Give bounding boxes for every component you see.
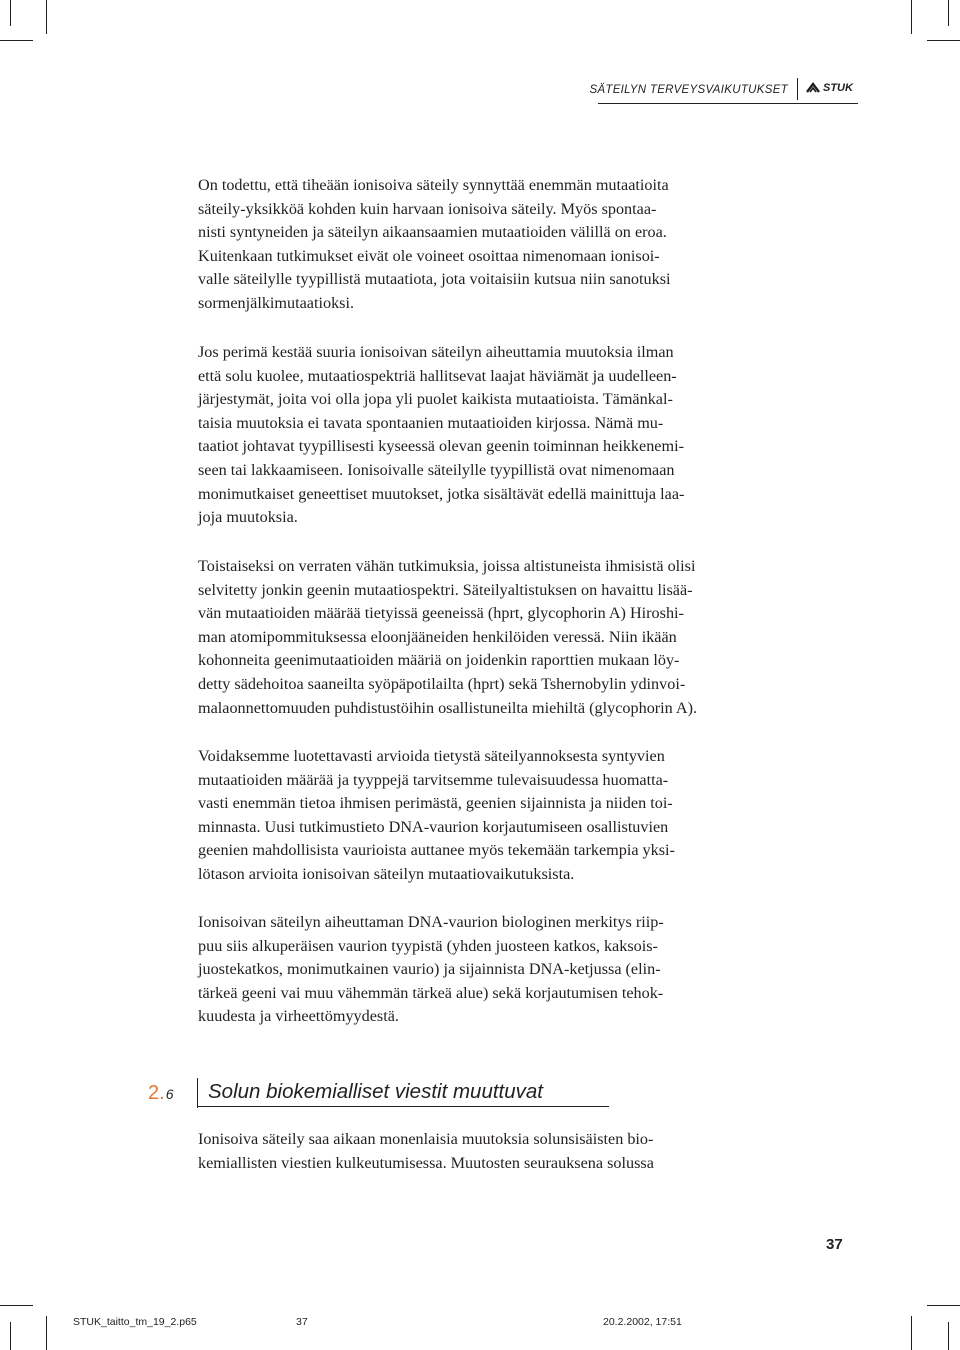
crop-mark-bottom-left [0, 1305, 33, 1306]
text-line: monimutkaiset geneettiset muutokset, jotka sisältävät edellä mainittuja laa- [198, 484, 685, 503]
section-heading-divider [197, 1078, 198, 1108]
crop-mark-top-right [948, 0, 949, 26]
text-line: kuudesta ja virheettömyydestä. [198, 1007, 399, 1026]
section-title: Solun biokemialliset viestit muuttuvat [208, 1080, 543, 1103]
body-paragraph [198, 555, 736, 720]
section-number-minor: 6 [165, 1086, 174, 1102]
crop-mark-bottom-left [46, 1316, 47, 1350]
footer-page: 37 [296, 1316, 308, 1328]
running-header-rule [598, 103, 858, 104]
crop-mark-top-left [46, 0, 47, 34]
text-line: Toistaiseksi on verraten vähän tutkimuksia, joissa altistuneista ihmisistä olisi [198, 557, 696, 575]
crop-mark-top-right [927, 40, 960, 41]
text-line: taatiot johtavat tyypillisesti kyseessä olevan geenin toiminnan heikkenemi- [198, 437, 684, 456]
text-line: valle säteilylle tyypillistä mutaatiota, jota voitaisiin kutsua niin sanotuksi [198, 270, 671, 289]
running-header-divider [797, 78, 798, 100]
footer-timestamp: 20.2.2002, 17:51 [603, 1316, 682, 1328]
text-line: säteily-yksikköä kohden kuin harvaan ionisoiva säteily. Myös spontaa- [198, 199, 657, 218]
text-line: että solu kuolee, mutaatiospektriä hallitsevat laajat häviämät ja uudelleen- [198, 366, 677, 385]
body-paragraph [198, 174, 736, 316]
crop-mark-bottom-right [911, 1316, 912, 1350]
section-number-major: 2. [148, 1082, 165, 1104]
text-line: sormenjälkimutaatioksi. [198, 293, 355, 312]
page-number: 37 [826, 1236, 843, 1253]
text-line: tärkeä geeni vai muu vähemmän tärkeä alue) sekä korjautumisen tehok- [198, 983, 664, 1002]
text-line: Ionisoivan säteilyn aiheuttaman DNA-vaurion biologinen merkitys riip- [198, 913, 664, 931]
running-header-title: SÄTEILYN TERVEYSVAIKUTUKSET [589, 84, 788, 96]
stuk-logo [806, 82, 853, 94]
crop-mark-top-right [911, 0, 912, 34]
stuk-logo-icon [806, 82, 820, 94]
text-line: kemiallisten viestien kulkeutumisessa. Muutosten seurauksena solussa [198, 1153, 654, 1172]
text-line: On todettu, että tiheään ionisoiva säteily synnyttää enemmän mutaatioita [198, 176, 669, 194]
text-line: Kuitenkaan tutkimukset eivät ole voineet osoittaa nimenomaan ionisoi- [198, 246, 660, 265]
text-line: man atomipommituksessa eloonjääneiden henkilöiden veressä. Niin ikään [198, 627, 677, 646]
crop-mark-bottom-right [948, 1322, 949, 1350]
footer-file-name: STUK_taitto_tm_19_2.p65 [73, 1316, 197, 1328]
body-paragraph [198, 1128, 736, 1175]
text-line: malaonnettomuuden puhdistustöihin osallistuneilta miehiltä (glycophorin A). [198, 698, 698, 717]
stuk-logo-text: STUK [823, 82, 853, 94]
crop-mark-bottom-left [10, 1322, 11, 1350]
text-line: vasti enemmän tietoa ihmisen perimästä, geenien sijainnista ja niiden toi- [198, 794, 673, 813]
text-line: mutaatioiden määrää ja tyyppejä tarvitsemme tulevaisuudessa huomatta- [198, 770, 669, 789]
section-heading-rule [197, 1106, 609, 1107]
text-line: järjestymät, joita voi olla jopa yli puolet kaikista mutaatioista. Tämänkal- [198, 390, 673, 409]
text-line: puu siis alkuperäisen vaurion tyypistä (yhden juosteen katkos, kaksois- [198, 936, 658, 955]
text-line: Jos perimä kestää suuria ionisoivan säteilyn aiheuttamia muutoksia ilman [198, 343, 674, 361]
body-paragraph [198, 911, 736, 1029]
text-line: nisti syntyneiden ja säteilyn aikaansaamien mutaatioiden välillä on eroa. [198, 223, 667, 242]
crop-mark-bottom-right [927, 1305, 960, 1306]
text-line: geenien mahdollisista vaurioista auttanee myös tekemään tarkempia yksi- [198, 841, 675, 860]
text-line: lötason arvioita ionisoivan säteilyn mutaatiovaikutuksista. [198, 864, 575, 883]
text-line: minnasta. Uusi tutkimustieto DNA-vaurion korjautumiseen osallistuvien [198, 817, 669, 836]
text-line: vän mutaatioiden määrää tietyissä geeneissä (hprt, glycophorin A) Hiroshi- [198, 604, 684, 623]
text-line: joja muutoksia. [198, 508, 298, 527]
text-line: seen tai lakkaamiseen. Ionisoivalle säteilylle tyypillistä ovat nimenomaan [198, 460, 675, 479]
text-line: detty sädehoitoa saaneilta syöpäpotilailta (hprt) sekä Tshernobylin ydinvoi- [198, 674, 686, 693]
section-number [148, 1082, 173, 1105]
text-line: juostekatkos, monimutkainen vaurio) ja sijainnista DNA-ketjussa (elin- [198, 960, 661, 979]
text-line: kohonneita geenimutaatioiden määriä on joidenkin raporttien mukaan löy- [198, 651, 680, 670]
body-paragraph [198, 341, 736, 530]
text-line: selvitetty jonkin geenin mutaatiospektri. Säteilyaltistuksen on havaittu lisää- [198, 580, 693, 599]
crop-mark-top-left [0, 40, 33, 41]
text-line: Ionisoiva säteily saa aikaan monenlaisia muutoksia solunsisäisten bio- [198, 1130, 654, 1148]
body-paragraph [198, 745, 736, 887]
crop-mark-top-left [10, 0, 11, 26]
text-line: taisia muutoksia ei tavata spontaanien mutaatioiden kirjossa. Nämä mu- [198, 413, 664, 432]
text-line: Voidaksemme luotettavasti arvioida tietystä säteilyannoksesta syntyvien [198, 747, 665, 765]
